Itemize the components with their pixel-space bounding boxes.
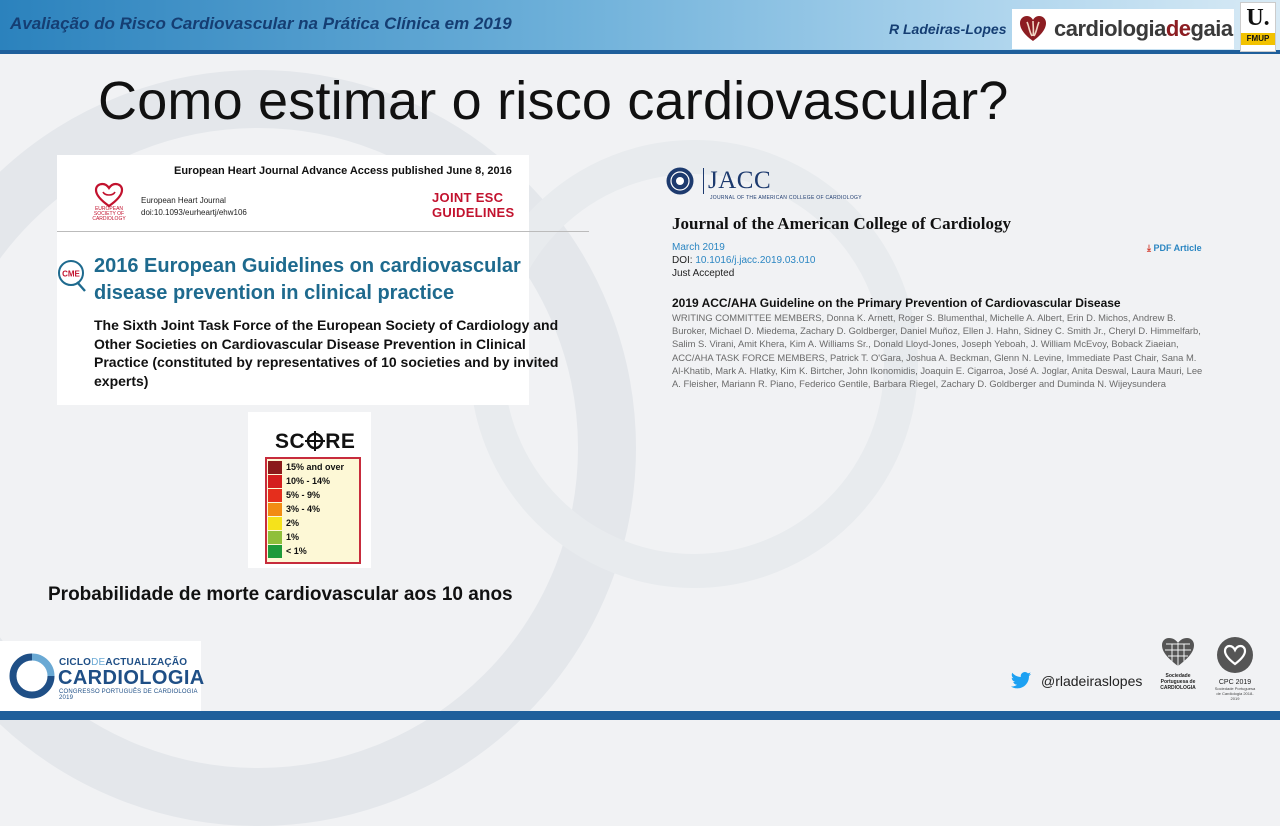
score-legend-row [267, 503, 359, 516]
score-legend-label: 3% - 4% [286, 504, 321, 514]
cpc-heart-icon [1216, 636, 1254, 674]
spc-label: Sociedade Portuguesa de CARDIOLOGIA [1160, 673, 1196, 691]
score-legend-label: < 1% [286, 546, 307, 556]
score-legend-swatch [268, 461, 282, 474]
esc-guideline-title: 2016 European Guidelines on cardiovascular disease prevention in clinical practice [94, 255, 521, 304]
score-legend-swatch [268, 489, 282, 502]
cardiologia-de-gaia-logo [1012, 9, 1234, 49]
score-risk-legend [265, 457, 361, 564]
jacc-logo-subtitle: JOURNAL OF THE AMERICAN COLLEGE OF CARDIOLOGY [710, 195, 862, 201]
cardiologia-de-gaia-wordmark: cardiologiadegaia [1054, 16, 1233, 41]
score-legend-swatch [268, 545, 282, 558]
acc-seal-icon [665, 166, 695, 196]
jacc-article-title: 2019 ACC/AHA Guideline on the Primary Prevention of Cardiovascular Disease [672, 296, 1121, 310]
esc-published-line: European Heart Journal Advance Access published June 8, 2016 [174, 165, 512, 177]
score-logo: SC RE [275, 430, 356, 453]
cpc-label: CPC 2019 [1218, 679, 1252, 686]
twitter-handle[interactable]: @rladeiraslopes [1041, 673, 1143, 689]
spc-heart-icon [1160, 636, 1196, 668]
score-legend-row [267, 461, 359, 474]
pdf-article-link[interactable]: ⤓ PDF Article [1147, 243, 1202, 253]
joint-esc-guidelines-label: JOINT ESC GUIDELINES [432, 190, 515, 220]
esc-guideline-subtitle: The Sixth Joint Task Force of the European Society of Cardiology and Other Societies on Cardiovascular Disease Prevention in Clinical Practice (constituted by representatives of 10 societies and by invited experts) [94, 317, 559, 389]
esc-society-name: EUROPEAN SOCIETY OF CARDIOLOGY [92, 206, 126, 222]
score-legend-label: 1% [286, 532, 300, 542]
score-legend-swatch [268, 531, 282, 544]
score-legend-row [267, 531, 359, 544]
score-legend-row [267, 475, 359, 488]
cpc-2019-logo [1212, 636, 1258, 701]
spc-logo [1153, 636, 1203, 691]
jacc-authors: WRITING COMMITTEE MEMBERS, Donna K. Arnett, Roger S. Blumenthal, Michelle A. Albert, Erin D. Michos, Andrew B. Buroker, Michael D. Miedema, Zachary D. Goldberger, Daniel Muñoz, Ellen J. Hahn, Sidney C. Smith Jr., Cheryl D. Himmelfarb, Salim S. Virani, Amit Khera, Kim A. Williams Sr., Donald Lloyd-Jones, Joseph Yeboah, J. William McEvoy, Boback Ziaeian, ACC/AHA TASK FORCE MEMBERS, Patrick T. O'Gara, Joshua A. Beckman, Glenn N. Levine, Immediate Past Chair, Sana M. Al-Khatib, Mark A. Hlatky, Kim K. Birtcher, John Ikonomidis, Joaquin E. Cigarroa, José A. Joglar, Anita Deswal, Laura Mauri, Lee A. Fleisher, Mariann R. Piano, Federico Gentile, Barbara Riegel, Zachary D. Goldberger and Duminda N. Wijeysundera [672, 312, 1203, 390]
pdf-icon: ⤓ [1147, 243, 1151, 253]
score-legend-swatch [268, 475, 282, 488]
jacc-status: Just Accepted [672, 268, 735, 279]
score-legend-swatch [268, 517, 282, 530]
cpc-sublabel: Sociedade Portuguesa de Cardiologia 2018-2019 [1214, 686, 1256, 701]
slide-title: Como estimar o risco cardiovascular? [98, 71, 1009, 131]
twitter-icon[interactable] [1010, 671, 1032, 691]
score-legend-row [267, 489, 359, 502]
svg-text:CME: CME [62, 269, 80, 279]
jacc-journal-title: Journal of the American College of Cardiology [672, 214, 1012, 233]
ciclo-line3: CONGRESSO PORTUGUÊS DE CARDIOLOGIA 2019 [59, 689, 198, 701]
score-legend-label: 10% - 14% [286, 476, 331, 486]
presentation-title: Avaliação do Risco Cardiovascular na Prática Clínica em 2019 [10, 14, 512, 33]
jacc-doi: DOI: 10.1016/j.jacc.2019.03.010 [672, 255, 816, 266]
score-legend-row [267, 517, 359, 530]
ring-logo-icon [9, 653, 55, 699]
probability-caption: Probabilidade de morte cardiovascular aos 10 anos [48, 584, 513, 605]
ciclo-line2: CARDIOLOGIA [58, 667, 205, 689]
header-divider [0, 50, 1280, 54]
score-legend-swatch [268, 503, 282, 516]
score-legend-row [267, 545, 359, 558]
score-chart-legend [248, 412, 371, 568]
score-legend-label: 15% and over [286, 462, 345, 472]
esc-guidelines-excerpt [57, 155, 559, 405]
doi-link[interactable]: 10.1016/j.jacc.2019.03.010 [695, 255, 816, 266]
score-legend-label: 2% [286, 518, 300, 528]
fmup-logo: U. FMUP [1240, 2, 1276, 52]
ciclo-line1: CICLODEACTUALIZAÇÃO [59, 657, 188, 668]
footer-divider [0, 711, 1280, 720]
jacc-date[interactable]: March 2019 [672, 242, 725, 253]
ciclo-actualizacao-logo [0, 641, 205, 711]
heart-logo-icon [1018, 14, 1048, 44]
author-name: R Ladeiras-Lopes [889, 21, 1007, 37]
esc-divider [57, 231, 589, 232]
score-legend-label: 5% - 9% [286, 490, 321, 500]
crosshair-icon [305, 431, 325, 451]
esc-journal-info: European Heart Journal doi:10.1093/eurheartj/ehw106 [141, 196, 247, 217]
jacc-logo: JACC [703, 168, 771, 194]
cme-badge-icon [57, 259, 89, 293]
esc-heart-logo-icon [94, 182, 124, 208]
